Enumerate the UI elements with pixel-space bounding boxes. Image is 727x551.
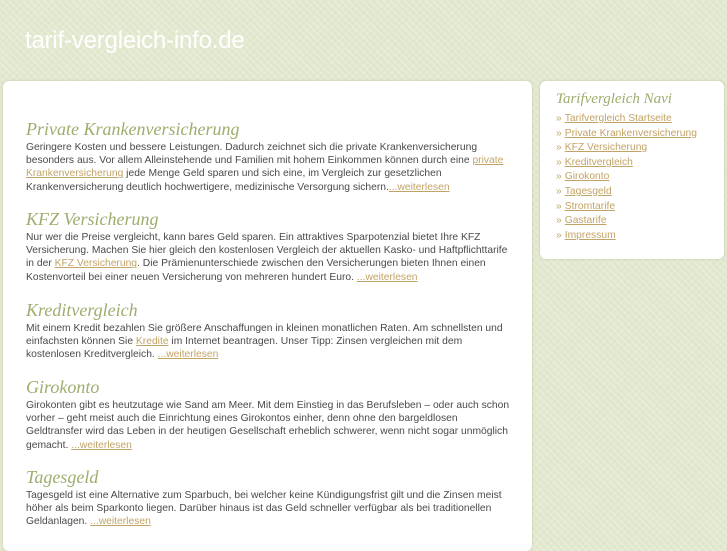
nav-link-impressum[interactable]: Impressum: [564, 229, 616, 241]
read-more-link[interactable]: ...weiterlesen: [388, 181, 450, 193]
read-more-link[interactable]: ...weiterlesen: [356, 271, 418, 283]
nav-item-stromtarife: [556, 200, 697, 215]
nav-item-private-krankenversicherung: [556, 127, 697, 142]
bullet-icon: »: [556, 142, 562, 154]
main-content: [3, 81, 532, 551]
article-text-part: Girokonten gibt es heutzutage wie Sand am Meer. Mit dem Einstieg in das Berufsleben – oder auch schon vorher – geht meist auch die Einrichtung eines Girokontos einher, denn ohne den bargeldlosen Geldtransfer wird das Leben in der heutigen Gesellschaft erheblich schwerer, wenn nicht sogar unmöglich gemacht.: [26, 400, 510, 451]
nav-link-startseite[interactable]: Tarifvergleich Startseite: [564, 113, 672, 124]
nav-item-gastarife: [556, 214, 697, 229]
article-kfz-versicherung: [26, 209, 512, 284]
nav-link-tagesgeld[interactable]: Tagesgeld: [564, 185, 612, 197]
sidebar-navigation: [540, 81, 724, 259]
nav-link-kfz-versicherung[interactable]: KFZ Versicherung: [564, 142, 648, 154]
article-private-krankenversicherung: [26, 119, 512, 194]
nav-link-private-krankenversicherung[interactable]: Private Krankenversicherung: [564, 127, 697, 139]
inline-link-kredite[interactable]: Kredite: [135, 336, 169, 348]
article-text-part: Geringere Kosten und bessere Leistungen. Dadurch zeichnet sich die private Krankenversicherung besonders aus. Vor allem Alleinstehende und Familien mit hohem Einkommen können durch eine: [26, 142, 478, 167]
inline-link-private-krankenversicherung[interactable]: private Krankenversicherung: [26, 155, 504, 180]
nav-item-kreditvergleich: [556, 156, 697, 171]
article-text-part: jede Menge Geld sparen und sich eine, im Vergleich zur gesetzlichen Krankenversicherung deutlich hochwertigere, medizinische Versorgung sichern.: [26, 168, 442, 193]
nav-item-tagesgeld: [556, 185, 697, 200]
article-title: Girokonto: [26, 377, 100, 397]
read-more-link[interactable]: ...weiterlesen: [71, 439, 132, 451]
article-text-part: Mit einem Kredit bezahlen Sie größere Anschaffungen in kleinen monatlichen Raten. Am schnellsten und einfachsten können Sie: [26, 323, 503, 348]
article-text: [26, 141, 512, 194]
read-more-link[interactable]: ...weiterlesen: [90, 516, 151, 528]
article-title: Private Krankenversicherung: [26, 119, 240, 139]
inline-link-kfz-versicherung[interactable]: KFZ Versicherung: [54, 258, 138, 270]
article-text: [26, 322, 512, 362]
nav-item-startseite: [556, 112, 697, 127]
nav-link-gastarife[interactable]: Gastarife: [564, 215, 607, 227]
nav-link-girokonto[interactable]: Girokonto: [564, 171, 610, 183]
article-text: [26, 399, 512, 452]
nav-item-impressum: [556, 229, 697, 244]
bullet-icon: »: [556, 215, 562, 227]
article-title: KFZ Versicherung: [26, 209, 159, 229]
site-title-link[interactable]: tarif-vergleich-info.de: [25, 27, 245, 54]
nav-link-stromtarife[interactable]: Stromtarife: [564, 200, 616, 212]
nav-item-girokonto: [556, 170, 697, 185]
nav-link-kreditvergleich[interactable]: Kreditvergleich: [564, 156, 633, 168]
bullet-icon: »: [556, 156, 562, 168]
bullet-icon: »: [556, 127, 562, 139]
article-text-part: Nur wer die Preise vergleicht, kann bares Geld sparen. Ein attraktives Sparpotenzial bietet Ihre KFZ Versicherung. Machen Sie hier gleich den kostenlosen Vergleich der aktuellen Kasko- und Haftpflichttarife in der: [26, 232, 508, 270]
sidebar-title: Tarifvergleich Navi: [556, 91, 672, 107]
article-title: Kreditvergleich: [26, 300, 138, 320]
bullet-icon: »: [556, 185, 562, 197]
article-text-part: . Die Prämienunterschiede zwischen den Versicherungen bieten Ihnen einen Kostenvorteil bei einer neuen Versicherung von mehreren hundert Euro.: [26, 258, 486, 283]
bullet-icon: »: [556, 113, 562, 124]
article-tagesgeld: [26, 467, 512, 529]
nav-item-kfz-versicherung: [556, 141, 697, 156]
bullet-icon: »: [556, 200, 562, 212]
article-text-part: Tagesgeld ist eine Alternative zum Sparbuch, bei welcher keine Kündigungsfrist gilt und die Zinsen meist höher als beim Sparkonto liegen. Darüber hinaus ist das Geld schneller verfügbar als bei traditionellen Geldanlagen.: [26, 490, 502, 528]
sidebar-nav-list: [556, 112, 697, 243]
article-kreditvergleich: [26, 300, 512, 362]
article-girokonto: [26, 377, 512, 452]
article-text-part: im Internet beantragen. Unser Tipp: Zinsen vergleichen mit dem kostenlosen Kreditvergleich.: [26, 336, 463, 361]
article-text: [26, 231, 512, 284]
bullet-icon: »: [556, 171, 562, 183]
bullet-icon: »: [556, 229, 562, 241]
read-more-link[interactable]: ...weiterlesen: [157, 349, 219, 361]
article-title: Tagesgeld: [26, 467, 99, 487]
article-text: [26, 489, 512, 529]
